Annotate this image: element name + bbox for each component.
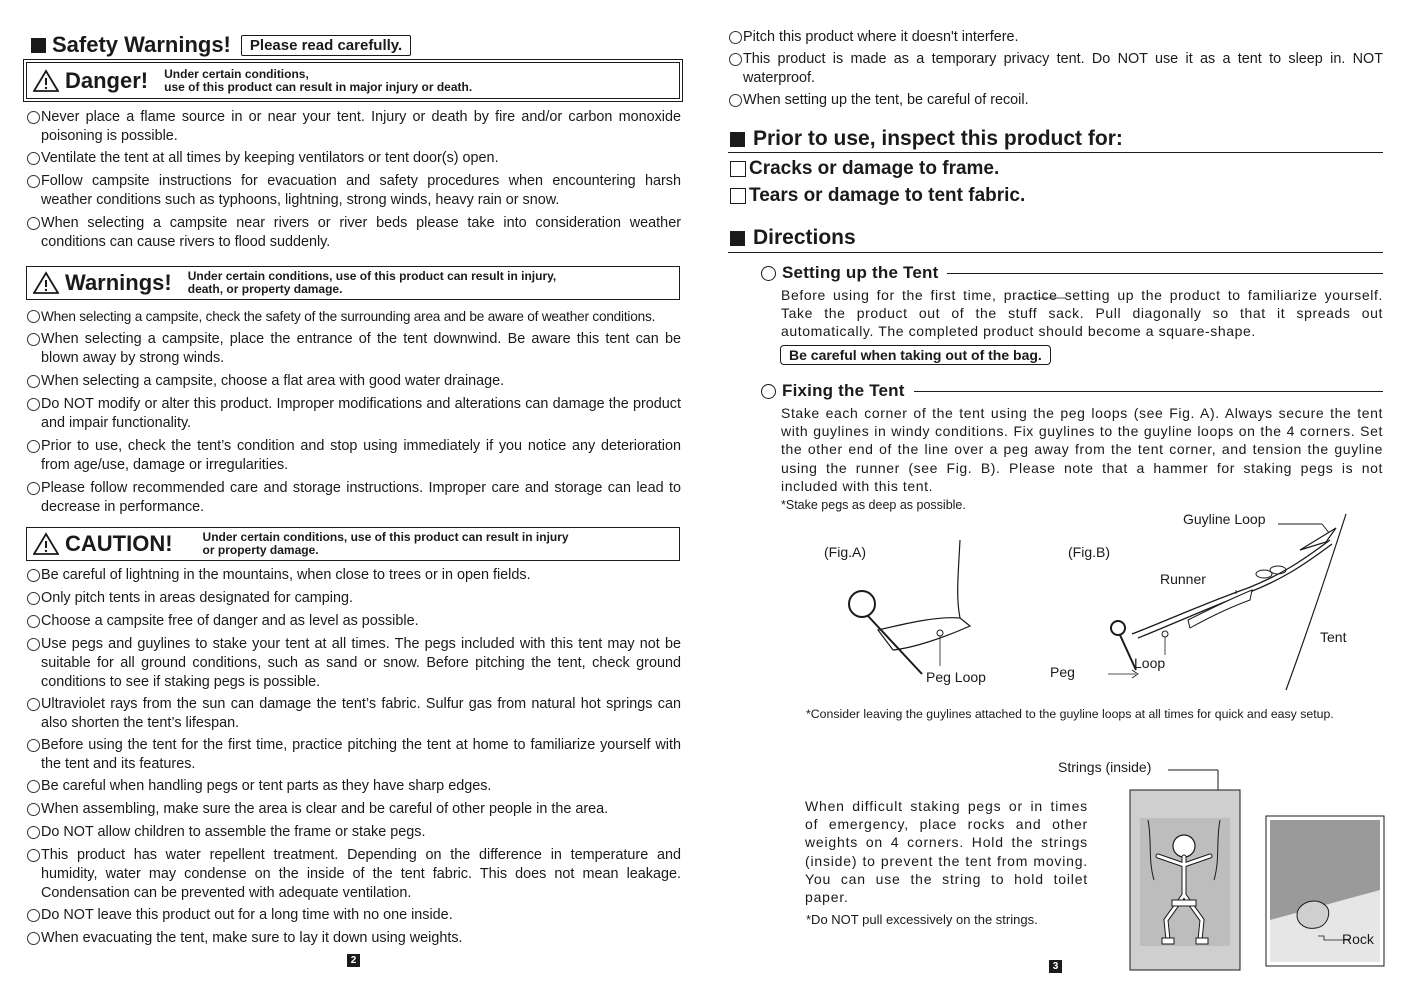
stake-note: *Stake pegs as deep as possible. bbox=[781, 498, 966, 512]
warning-triangle-icon bbox=[33, 532, 59, 556]
list-item: When assembling, make sure the area is clear and be careful of other people in the area. bbox=[26, 800, 681, 819]
list-item: Ventilate the tent at all times by keeping ventilators or tent door(s) open. bbox=[26, 149, 681, 168]
tent-label: Tent bbox=[1320, 629, 1347, 645]
fig-a-label: (Fig.A) bbox=[824, 544, 866, 560]
circle-bullet-icon bbox=[27, 826, 40, 839]
page-number: 2 bbox=[347, 954, 360, 967]
circle-bullet-icon bbox=[27, 375, 40, 388]
fixing-body: Stake each corner of the tent using the peg loops (see Fig. A). Always secure the tent with guylines in windy conditions. Fix guylines to the guyline loops on the 4 corners. Set the other end of the line over a peg away from the tent corner, and tension the guyline using the runner (see Fig. B). Please note that a hammer for staking pegs is not included with this tent. bbox=[781, 405, 1383, 494]
warnings-banner bbox=[26, 266, 680, 300]
list-item: When selecting a campsite, choose a flat area with good water drainage. bbox=[26, 372, 681, 391]
circle-bullet-icon bbox=[27, 569, 40, 582]
circle-bullet-icon bbox=[27, 615, 40, 628]
circle-bullet-icon bbox=[27, 175, 40, 188]
list-item: Only pitch tents in areas designated for camping. bbox=[26, 589, 681, 608]
circle-bullet-icon bbox=[27, 152, 40, 165]
list-item: Never place a flame source in or near your tent. Injury or death by fire and/or carbon monoxide poisoning is possible. bbox=[26, 108, 681, 146]
caution-banner bbox=[26, 527, 680, 561]
list-item: Use pegs and guylines to stake your tent at all times. The pegs included with this tent may not be suitable for all ground conditions, such as sand or snow. Before pitching the tent, check ground conditions to see if staking pegs is possible. bbox=[26, 635, 681, 692]
warnings-label: Warnings! bbox=[65, 270, 172, 295]
circle-bullet-icon bbox=[761, 266, 776, 281]
list-item: Please follow recommended care and storage instructions. Improper care and storage can lead to decrease in performance. bbox=[26, 479, 681, 517]
fig-a-peg-loop-illustration bbox=[838, 538, 978, 678]
peg-loop-label: Peg Loop bbox=[926, 669, 986, 685]
circle-bullet-icon bbox=[27, 333, 40, 346]
warnings-list bbox=[26, 307, 681, 517]
circle-bullet-icon bbox=[729, 94, 742, 107]
circle-bullet-icon bbox=[27, 698, 40, 711]
circle-bullet-icon bbox=[27, 592, 40, 605]
directions-heading: Directions bbox=[730, 226, 856, 250]
list-item: Be careful when handling pegs or tent parts as they have sharp edges. bbox=[26, 777, 681, 796]
caution-list bbox=[26, 566, 681, 948]
circle-bullet-icon bbox=[27, 849, 40, 862]
circle-bullet-icon bbox=[27, 932, 40, 945]
caution-label: CAUTION! bbox=[65, 531, 173, 556]
list-item: This product has water repellent treatment. Depending on the difference in temperature and humidity, water may condense on the inside of the tent fabric. This does not mean leakage. Condensation can be prevented with adequate ventilation. bbox=[26, 846, 681, 903]
list-item: When setting up the tent, be careful of recoil. bbox=[728, 91, 1383, 110]
danger-label: Danger! bbox=[65, 67, 149, 93]
fig-b-guyline-illustration bbox=[1068, 510, 1368, 700]
guyline-tip-note: *Consider leaving the guylines attached to the guyline loops at all times for quick and easy setup. bbox=[806, 707, 1334, 721]
circle-bullet-icon bbox=[729, 31, 742, 44]
list-item: When selecting a campsite near rivers or river beds please take into consideration weather conditions can cause rivers to flood suddenly. bbox=[26, 214, 681, 252]
divider bbox=[947, 273, 1383, 274]
guyline-loop-label: Guyline Loop bbox=[1183, 511, 1266, 527]
loop-label: Loop bbox=[1134, 655, 1166, 671]
divider bbox=[914, 391, 1383, 392]
circle-bullet-icon bbox=[729, 53, 742, 66]
peg-label: Peg bbox=[1050, 664, 1075, 680]
circle-bullet-icon bbox=[27, 440, 40, 453]
circle-bullet-icon bbox=[27, 111, 40, 124]
list-item: Prior to use, check the tent’s condition and stop using immediately if you notice any deterioration from age/use, damage or irregularities. bbox=[26, 437, 681, 475]
inspect-item-frame: Cracks or damage to frame. bbox=[730, 158, 999, 180]
caution-description: Under certain conditions, use of this product can result in injury or property damage. bbox=[202, 530, 569, 557]
circle-bullet-icon bbox=[27, 310, 40, 323]
divider bbox=[728, 252, 1383, 253]
runner-label: Runner bbox=[1160, 571, 1206, 587]
inspect-section-heading: Prior to use, inspect this product for: bbox=[730, 127, 1123, 151]
rock-label: Rock bbox=[1342, 931, 1374, 947]
list-item: Do NOT modify or alter this product. Improper modifications and alterations can damage the product and impair functionality. bbox=[26, 395, 681, 433]
list-item: Ultraviolet rays from the sun can damage the tent’s fabric. Sulfur gas from natural hot springs can also shorten the tent’s lifespan. bbox=[26, 695, 681, 733]
circle-bullet-icon bbox=[27, 638, 40, 651]
checkbox-square-icon bbox=[730, 188, 746, 204]
circle-bullet-icon bbox=[27, 780, 40, 793]
setup-subheading: Setting up the Tent bbox=[761, 263, 1383, 283]
top-notes-list bbox=[728, 28, 1383, 110]
danger-description: Under certain conditions, use of this product can result in major injury or death. bbox=[164, 66, 473, 94]
square-bullet-icon bbox=[730, 132, 745, 147]
fixing-subheading: Fixing the Tent bbox=[761, 381, 1383, 401]
circle-bullet-icon bbox=[27, 739, 40, 752]
list-item: Before using the tent for the first time, practice pitching the tent at home to familiarize yourself with the tent and its features. bbox=[26, 736, 681, 774]
warning-triangle-icon bbox=[33, 69, 59, 93]
danger-banner bbox=[26, 62, 680, 99]
list-item: When selecting a campsite, check the safety of the surrounding area and be aware of weather conditions. bbox=[26, 307, 681, 326]
circle-bullet-icon bbox=[27, 803, 40, 816]
fig-b-label: (Fig.B) bbox=[1068, 544, 1110, 560]
circle-bullet-icon bbox=[27, 482, 40, 495]
list-item: When evacuating the tent, make sure to lay it down using weights. bbox=[26, 929, 681, 948]
warnings-description: Under certain conditions, use of this product can result in injury, death, or property damage. bbox=[187, 269, 557, 296]
list-item: Do NOT leave this product out for a long time with no one inside. bbox=[26, 906, 681, 925]
page-title: Safety Warnings! bbox=[52, 32, 231, 57]
list-item: When selecting a campsite, place the entrance of the tent downwind. Be aware this tent can be blown away by strong winds. bbox=[26, 330, 681, 368]
setup-body: Before using for the first time, practice setting up the product to familiarize yourself. Take the product out of the stuff sack. Pull diagonally so that it spreads out automatically. The completed product should become a square-shape. bbox=[781, 287, 1383, 340]
square-bullet-icon bbox=[730, 231, 745, 246]
page-number: 3 bbox=[1049, 960, 1062, 973]
circle-bullet-icon bbox=[27, 909, 40, 922]
emergency-body: When difficult staking pegs or in times of emergency, place rocks and other weights on 4 corners. Hold the strings (inside) to prevent the tent from moving. You can use the string to hold toilet paper. bbox=[805, 798, 1088, 906]
list-item: Be careful of lightning in the mountains, when close to trees or in open fields. bbox=[26, 566, 681, 585]
pull-strings-note: *Do NOT pull excessively on the strings. bbox=[806, 912, 1038, 927]
careful-notice: Be careful when taking out of the bag. bbox=[780, 345, 1051, 365]
inspect-item-fabric: Tears or damage to tent fabric. bbox=[730, 185, 1025, 207]
safety-warnings-header bbox=[31, 32, 411, 58]
square-bullet-icon bbox=[31, 38, 46, 53]
divider bbox=[728, 152, 1383, 153]
danger-list bbox=[26, 108, 681, 252]
list-item: Follow campsite instructions for evacuation and safety procedures when encountering harsh weather conditions such as typhoons, lightning, strong winds, heavy rain or snow. bbox=[26, 172, 681, 210]
circle-bullet-icon bbox=[27, 217, 40, 230]
list-item: Do NOT allow children to assemble the frame or stake pegs. bbox=[26, 823, 681, 842]
list-item: Choose a campsite free of danger and as level as possible. bbox=[26, 612, 681, 631]
list-item: Pitch this product where it doesn't interfere. bbox=[728, 28, 1383, 47]
warning-triangle-icon bbox=[33, 271, 59, 295]
circle-bullet-icon bbox=[761, 384, 776, 399]
circle-bullet-icon bbox=[27, 398, 40, 411]
list-item: This product is made as a temporary privacy tent. Do NOT use it as a tent to sleep in. NOT waterproof. bbox=[728, 50, 1383, 88]
strings-inside-label: Strings (inside) bbox=[1058, 759, 1152, 775]
checkbox-square-icon bbox=[730, 161, 746, 177]
read-carefully-badge: Please read carefully. bbox=[241, 35, 411, 56]
